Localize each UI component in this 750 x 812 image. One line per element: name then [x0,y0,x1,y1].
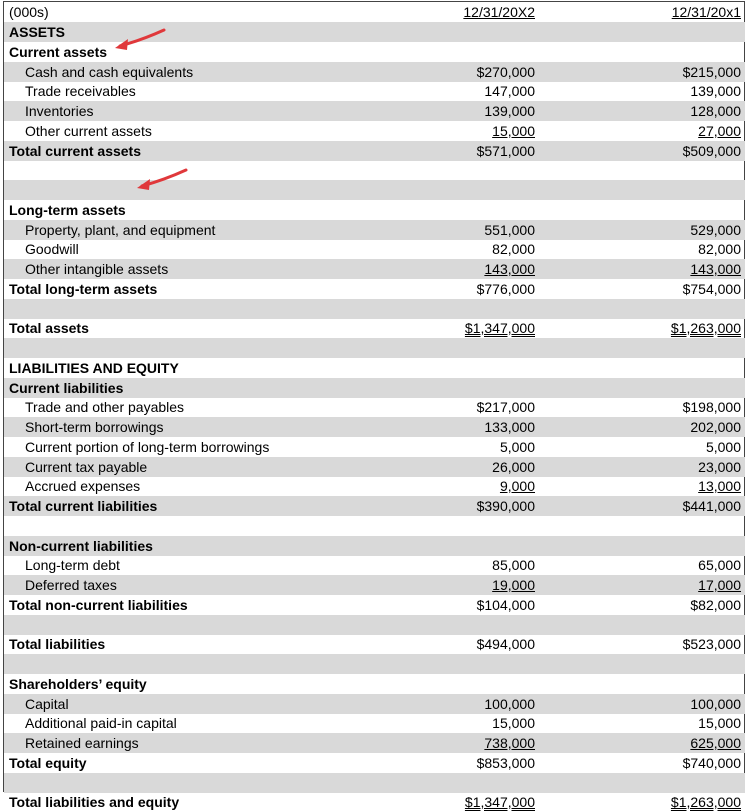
value-20x2: 15,000 [492,123,535,139]
short-term-borrowings-row [4,417,745,437]
row-label: Other intangible assets [25,261,169,277]
row-label: Long-term assets [9,202,126,218]
row-label: Current assets [9,44,108,60]
value-20x2: 133,000 [484,419,535,435]
row-label: Goodwill [25,241,79,257]
row-label: Trade receivables [25,83,136,99]
row-label: Non-current liabilities [9,538,153,554]
long-term-assets-row [4,200,745,220]
other-current-assets-row [4,121,745,141]
trade-receivables-row [4,81,745,101]
row-label: Other current assets [25,123,152,139]
value-20x1: 17,000 [698,577,741,593]
value-20x1: 625,000 [690,735,741,751]
value-20x2: $571,000 [476,143,535,159]
property-plant-and-equipment-row [4,220,745,240]
value-20x1: 27,000 [698,123,741,139]
total-assets-row [4,318,745,338]
value-20x2: $1,347,000 [464,320,535,336]
current-portion-of-long-term-borrowings-row [4,437,745,457]
value-20x1: 5,000 [705,439,741,455]
non-current-liabilities-row [4,536,745,556]
value-20x2: 26,000 [492,459,535,475]
row-label: Current portion of long-term borrowings [25,439,270,455]
value-20x1: 128,000 [690,103,741,119]
row-label: Property, plant, and equipment [25,222,216,238]
value-20x2: 15,000 [492,715,535,731]
value-20x2: 9,000 [499,478,535,494]
value-20x1: $441,000 [682,498,741,514]
value-20x2: 85,000 [492,557,535,573]
row-label: Inventories [25,103,94,119]
header-row [4,2,745,22]
row-label: Cash and cash equivalents [25,64,194,80]
capital-row [4,694,745,714]
row-label: Total long-term assets [9,281,158,297]
value-20x2: 5,000 [499,439,535,455]
additional-paid-in-capital-row [4,713,745,733]
row-label: Current tax payable [25,459,148,475]
spacer-row [4,516,745,536]
value-20x1: $82,000 [690,597,741,613]
red-arrow-icon [134,166,194,192]
value-20x1: 100,000 [690,696,741,712]
value-20x2: $217,000 [476,399,535,415]
value-20x1: $509,000 [682,143,741,159]
total-equity-row [4,753,745,773]
total-liabilities-row [4,634,745,654]
value-20x2: $104,000 [476,597,535,613]
value-20x2: 551,000 [484,222,535,238]
value-20x1: 82,000 [698,241,741,257]
row-label: ASSETS [9,24,66,40]
row-label: Total non-current liabilities [9,597,188,613]
row-label: Shareholders’ equity [9,676,147,692]
total-liabilities-and-equity-row [4,792,745,812]
spacer-row [4,180,745,200]
row-label: Total liabilities [9,636,106,652]
total-long-term-assets-row [4,279,745,299]
value-20x1: 65,000 [698,557,741,573]
cash-and-cash-equivalents-row [4,62,745,82]
value-20x1: 143,000 [690,261,741,277]
value-20x2: $853,000 [476,755,535,771]
spacer-row [4,160,745,180]
value-20x2: 100,000 [484,696,535,712]
row-label: Additional paid-in capital [25,715,177,731]
value-20x1: 15,000 [698,715,741,731]
column-header-20x2: 12/31/20X2 [463,4,535,20]
value-20x2: $390,000 [476,498,535,514]
value-20x2: $270,000 [476,64,535,80]
trade-and-other-payables-row [4,397,745,417]
inventories-row [4,101,745,121]
total-current-assets-row [4,141,745,161]
row-label: Deferred taxes [25,577,117,593]
row-label: Long-term debt [25,557,120,573]
spacer-row [4,299,745,319]
value-20x1: 23,000 [698,459,741,475]
value-20x2: 82,000 [492,241,535,257]
units-label: (000s) [9,4,49,20]
accrued-expenses-row [4,476,745,496]
value-20x1: 202,000 [690,419,741,435]
row-label: Retained earnings [25,735,139,751]
value-20x1: $740,000 [682,755,741,771]
current-tax-payable-row [4,457,745,477]
spacer-row [4,654,745,674]
total-current-liabilities-row [4,496,745,516]
red-arrow-icon [112,26,172,52]
row-label: Accrued expenses [25,478,141,494]
deferred-taxes-row [4,575,745,595]
value-20x2: 147,000 [484,83,535,99]
row-label: LIABILITIES AND EQUITY [9,360,179,376]
value-20x2: $776,000 [476,281,535,297]
long-term-debt-row [4,555,745,575]
retained-earnings-row [4,733,745,753]
shareholders-equity-row [4,674,745,694]
row-label: Total assets [9,320,89,336]
row-label: Total current liabilities [9,498,158,514]
column-header-20x1: 12/31/20x1 [671,4,741,20]
value-20x1: $215,000 [682,64,741,80]
value-20x1: $1,263,000 [670,320,741,336]
value-20x2: 19,000 [492,577,535,593]
other-intangible-assets-row [4,259,745,279]
spacer-row [4,338,745,358]
current-liabilities-row [4,378,745,398]
spacer-row [4,615,745,635]
row-label: Trade and other payables [25,399,185,415]
value-20x1: 139,000 [690,83,741,99]
row-label: Current liabilities [9,380,124,396]
value-20x1: $754,000 [682,281,741,297]
total-non-current-liabilities-row [4,595,745,615]
value-20x1: 13,000 [698,478,741,494]
value-20x2: $494,000 [476,636,535,652]
spacer-row [4,773,745,793]
row-label: Total liabilities and equity [9,794,180,810]
value-20x1: $198,000 [682,399,741,415]
value-20x2: $1,347,000 [464,794,535,810]
row-label: Total equity [9,755,87,771]
value-20x1: $1,263,000 [670,794,741,810]
value-20x1: $523,000 [682,636,741,652]
row-label: Short-term borrowings [25,419,164,435]
goodwill-row [4,239,745,259]
row-label: Capital [25,696,69,712]
value-20x2: 738,000 [484,735,535,751]
row-label: Total current assets [9,143,142,159]
value-20x2: 143,000 [484,261,535,277]
value-20x1: 529,000 [690,222,741,238]
liabilities-and-equity-row [4,358,745,378]
value-20x2: 139,000 [484,103,535,119]
